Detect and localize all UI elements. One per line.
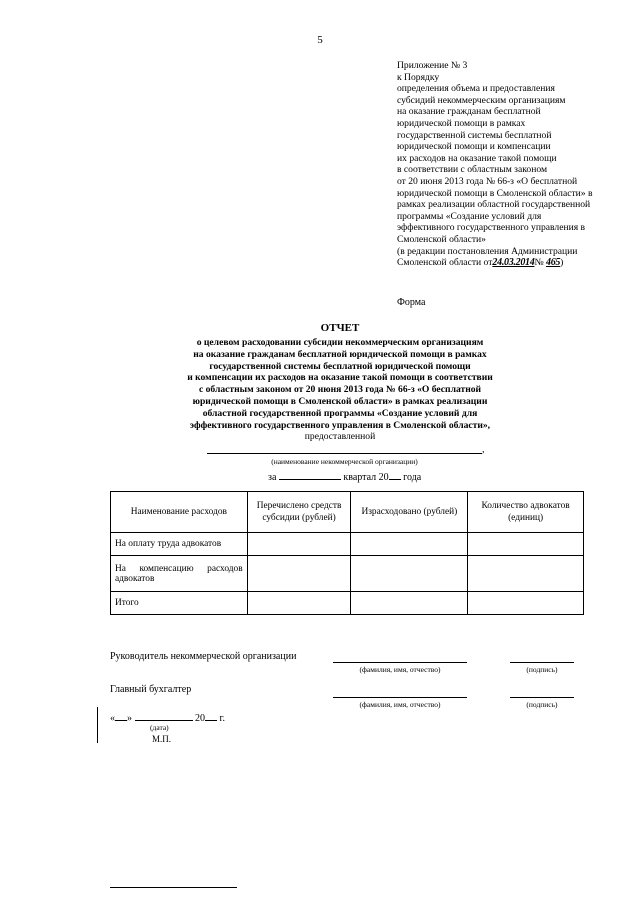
close-quote: »: [127, 713, 132, 724]
row-label: На компенсацию расходов адвокатов: [111, 556, 248, 592]
table-cell[interactable]: [247, 533, 351, 556]
year-field[interactable]: [205, 711, 217, 721]
head-name-field[interactable]: [333, 662, 467, 663]
expense-table: [110, 491, 584, 615]
org-comma: ,: [482, 444, 485, 455]
quarter-suffix: года: [403, 472, 422, 483]
report-title-line: о целевом расходовании субсидии некоммерческим организациям: [196, 337, 484, 348]
quarter-prefix: за: [268, 472, 277, 483]
appendix-line: государственной системы бесплатной: [397, 129, 552, 141]
appendix-line: к Порядку: [397, 71, 440, 83]
table-cell[interactable]: [247, 556, 351, 592]
row-label: Итого: [111, 592, 248, 615]
number-sign: №: [534, 257, 544, 269]
accountant-label: Главный бухгалтер: [110, 684, 192, 695]
head-sign-caption: (подпись): [526, 665, 558, 674]
appendix-line: определения объема и предоставления: [397, 83, 555, 95]
table-header-row: [111, 492, 584, 533]
footnote-separator: [110, 887, 237, 888]
appendix-line: от 20 июня 2013 года № 66-з «О бесплатной: [397, 175, 578, 187]
col-header-transferred: Перечислено средств субсидии (рублей): [247, 492, 351, 533]
col-header-expense: Наименование расходов: [111, 492, 248, 533]
appendix-line-prefix: Смоленской области от: [397, 257, 493, 269]
table-row: [111, 533, 584, 556]
head-sign-field[interactable]: [510, 662, 574, 663]
form-label: Форма: [397, 297, 426, 308]
month-field[interactable]: [135, 711, 193, 721]
appendix-line: их расходов на оказание такой помощи: [397, 152, 557, 164]
report-title-block: [130, 322, 550, 443]
date-caption: (дата): [150, 723, 169, 732]
head-name-caption: (фамилия, имя, отчество): [359, 665, 441, 674]
day-field[interactable]: [115, 711, 127, 721]
appendix-line: программы «Создание условий для: [397, 210, 542, 222]
appendix-last-line: [397, 257, 633, 269]
margin-mark: [97, 707, 98, 743]
appendix-line: Смоленской области»: [397, 233, 486, 245]
open-quote: «: [110, 713, 115, 724]
closing-paren: ): [560, 257, 564, 269]
handwritten-number: 465: [546, 257, 561, 269]
col-header-spent: Израсходовано (рублей): [351, 492, 468, 533]
table-cell[interactable]: [468, 533, 584, 556]
report-title-line: на оказание гражданам бесплатной юридической помощи в рамках: [193, 348, 487, 360]
report-title-line: государственной системы бесплатной юридической помощи: [209, 360, 471, 372]
accountant-sign-field[interactable]: [510, 697, 574, 698]
report-title-line: эффективного государственного управления в Смоленской области»,: [189, 419, 491, 431]
provided-by-label: предоставленной: [304, 431, 376, 443]
quarter-mid: квартал 20: [343, 472, 389, 483]
appendix-line: рамках реализации областной государственной: [397, 199, 591, 211]
accountant-sign-caption: (подпись): [526, 700, 558, 709]
stamp-place-label: М.П.: [152, 734, 172, 744]
handwritten-date: 24.03.2014: [492, 257, 535, 269]
appendix-line: в соответствии с областным законом: [397, 164, 548, 176]
report-title-line: областной государственной программы «Создание условий для: [202, 407, 478, 419]
appendix-line: Приложение № 3: [397, 60, 468, 71]
quarter-year-field[interactable]: [389, 470, 401, 480]
table-cell[interactable]: [247, 592, 351, 615]
year-prefix: 20: [195, 713, 205, 724]
quarter-field[interactable]: [279, 470, 341, 480]
table-cell[interactable]: [468, 592, 584, 615]
page-number: 5: [317, 34, 323, 46]
appendix-line: (в редакции постановления Администрации: [397, 245, 578, 257]
col-header-lawyers: Количество адвокатов (единиц): [468, 492, 584, 533]
year-suffix: г.: [219, 713, 225, 724]
head-signature-label: Руководитель некоммерческой организации: [110, 651, 297, 662]
appendix-line: эффективного государственного управления в: [397, 222, 586, 234]
report-title-line: с областным законом от 20 июня 2013 года № 66-з «О бесплатной: [198, 384, 482, 396]
appendix-line: юридической помощи в рамках: [397, 117, 526, 129]
accountant-name-caption: (фамилия, имя, отчество): [359, 700, 441, 709]
org-name-caption: (наименование некоммерческой организации): [271, 457, 418, 466]
table-cell[interactable]: [468, 556, 584, 592]
org-name-field[interactable]: [207, 453, 482, 454]
table-row: [111, 592, 584, 615]
table-cell[interactable]: [351, 533, 468, 556]
row-label: На оплату труда адвокатов: [111, 533, 248, 556]
appendix-line: юридической помощи и компенсации: [397, 141, 551, 153]
report-title-line: и компенсации их расходов на оказание такой помощи в соответствии: [187, 372, 493, 384]
appendix-line: на оказание гражданам бесплатной: [397, 106, 541, 118]
table-cell[interactable]: [351, 592, 468, 615]
appendix-line: субсидий некоммерческим организациям: [397, 94, 566, 106]
appendix-block: [397, 60, 633, 269]
table-row: [111, 556, 584, 592]
report-heading: ОТЧЕТ: [320, 322, 360, 334]
accountant-name-field[interactable]: [333, 697, 467, 698]
appendix-line: юридической помощи в Смоленской области» в: [397, 187, 593, 199]
report-title-line: юридической помощи в Смоленской области» в рамках реализации: [192, 395, 488, 407]
quarter-line: [268, 470, 421, 483]
table-cell[interactable]: [351, 556, 468, 592]
